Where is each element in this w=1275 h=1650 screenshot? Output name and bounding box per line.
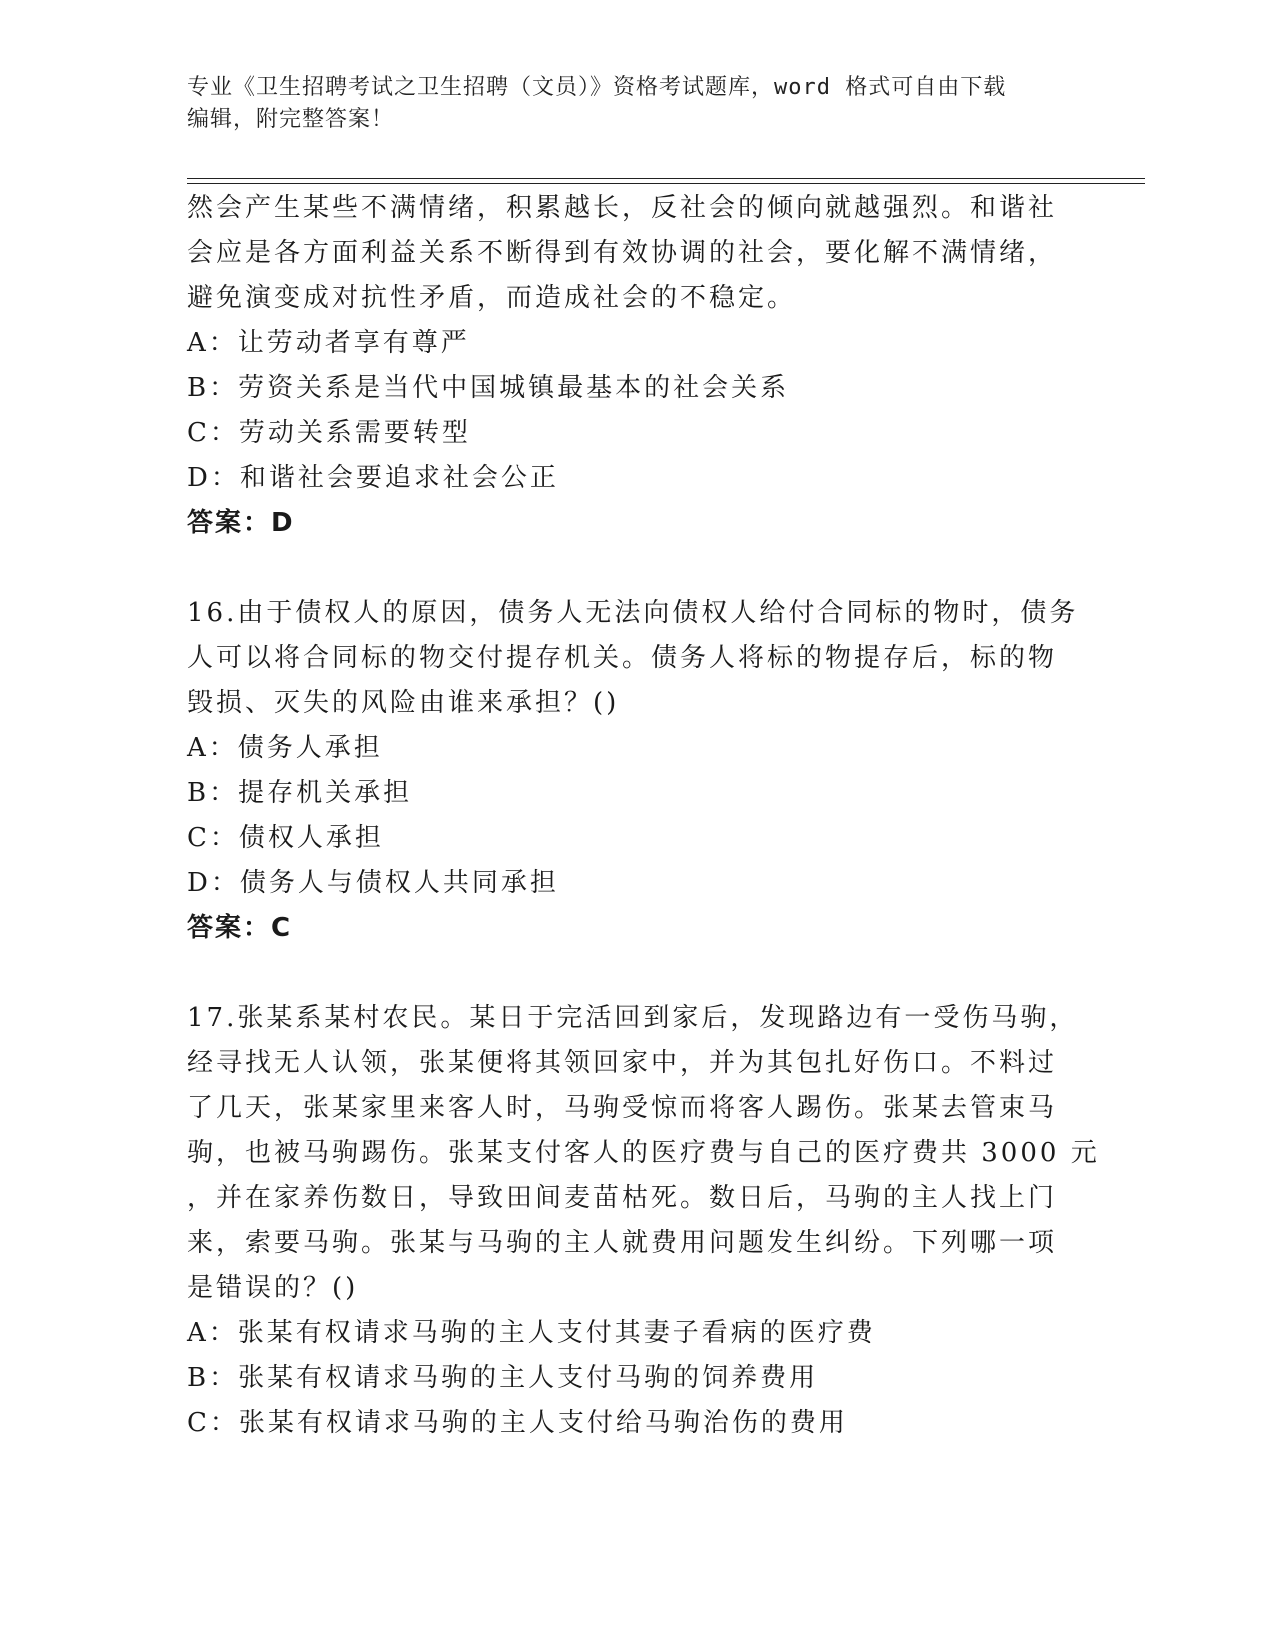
page-header bbox=[187, 72, 1087, 136]
question-text-line: 来，索要马驹。张某与马驹的主人就费用问题发生纠纷。下列哪一项 bbox=[187, 1228, 1058, 1258]
question-text-line: 会应是各方面利益关系不断得到有效协调的社会，要化解不满情绪， bbox=[187, 238, 1058, 268]
header-divider-top bbox=[187, 178, 1145, 179]
question-text-line: 人可以将合同标的物交付提存机关。债务人将标的物提存后，标的物 bbox=[187, 643, 1058, 673]
option-d: D：债务人与债权人共同承担 bbox=[187, 868, 559, 898]
header-line-2: 编辑，附完整答案！ bbox=[187, 107, 395, 132]
option-a: A：让劳动者享有尊严 bbox=[187, 328, 470, 358]
question-text-line: 了几天，张某家里来客人时，马驹受惊而将客人踢伤。张某去管束马 bbox=[187, 1093, 1058, 1123]
question-text-line: 是错误的？() bbox=[187, 1273, 359, 1303]
question-content bbox=[187, 186, 1100, 1446]
header-line-1: 专业《卫生招聘考试之卫生招聘（文员）》资格考试题库，word 格式可自由下载 bbox=[187, 75, 1007, 100]
option-a: A：债务人承担 bbox=[187, 733, 383, 763]
option-b: B：提存机关承担 bbox=[187, 778, 413, 808]
answer-label: 答案：C bbox=[187, 913, 293, 943]
question-text-line: 经寻找无人认领，张某便将其领回家中，并为其包扎好伤口。不料过 bbox=[187, 1048, 1058, 1078]
option-d: D：和谐社会要追求社会公正 bbox=[187, 463, 559, 493]
question-text-line: ，并在家养伤数日，导致田间麦苗枯死。数日后，马驹的主人找上门 bbox=[187, 1183, 1058, 1213]
question-text-line: 然会产生某些不满情绪，积累越长，反社会的倾向就越强烈。和谐社 bbox=[187, 193, 1058, 223]
question-text-line: 毁损、灭失的风险由谁来承担？() bbox=[187, 688, 620, 718]
spacer bbox=[187, 546, 1087, 591]
header-divider-bottom bbox=[187, 183, 1145, 184]
question-16 bbox=[187, 591, 1087, 951]
answer-label: 答案：D bbox=[187, 508, 295, 538]
option-b: B：劳资关系是当代中国城镇最基本的社会关系 bbox=[187, 373, 790, 403]
question-text-line: 避免演变成对抗性矛盾，而造成社会的不稳定。 bbox=[187, 283, 797, 313]
question-text-line: 驹，也被马驹踢伤。张某支付客人的医疗费与自己的医疗费共 3000 元 bbox=[187, 1138, 1100, 1168]
option-a: A：张某有权请求马驹的主人支付其妻子看病的医疗费 bbox=[187, 1318, 876, 1348]
option-c: C：张某有权请求马驹的主人支付给马驹治伤的费用 bbox=[187, 1408, 848, 1438]
question-text-line: 16.由于债权人的原因，债务人无法向债权人给付合同标的物时，债务 bbox=[187, 598, 1079, 628]
option-c: C：劳动关系需要转型 bbox=[187, 418, 471, 448]
option-c: C：债权人承担 bbox=[187, 823, 384, 853]
option-b: B：张某有权请求马驹的主人支付马驹的饲养费用 bbox=[187, 1363, 819, 1393]
question-17 bbox=[187, 996, 1100, 1446]
question-text-line: 17.张某系某村农民。某日于完活回到家后，发现路边有一受伤马驹， bbox=[187, 1003, 1079, 1033]
spacer bbox=[187, 951, 1087, 996]
question-15-continuation bbox=[187, 186, 1087, 546]
